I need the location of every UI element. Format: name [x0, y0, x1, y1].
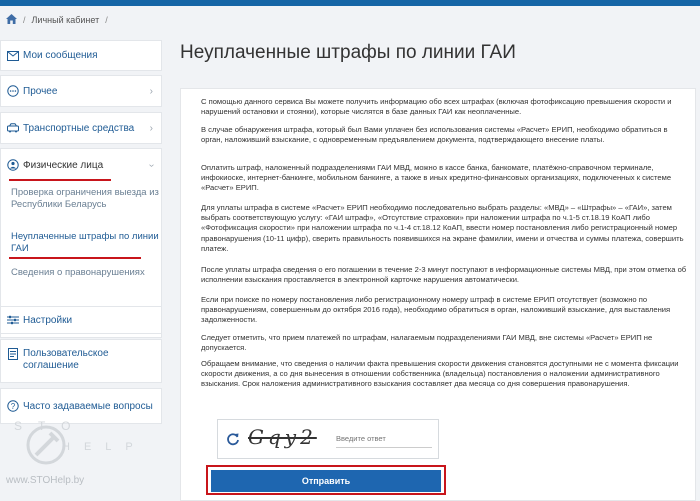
- sidebar-item-label: Пользовательское соглашение: [23, 348, 109, 371]
- info-paragraph: В случае обнаружения штрафа, который был Вами уплачен без использования системы «Расчет» ЕРИП, необходимо обратиться в орган, наложивший взыскание, с одновременным предъявлением документа, подтверждающего внесение платы.: [201, 125, 668, 145]
- captcha-image: Gqy2: [248, 425, 317, 449]
- info-paragraph: Если при поиске по номеру постановления либо регистрационному номеру штраф в системе ЕРИП отсутствует (возможно по правонарушениям, совершенным до октября 2016 года), необходимо обратиться в орган, наложивший взыскание, для выставления задолженности.: [201, 295, 671, 325]
- svg-text:?: ?: [10, 401, 16, 411]
- submit-highlight: [206, 465, 446, 495]
- sidebar-item-messages[interactable]: [0, 40, 162, 71]
- info-paragraph: Для уплаты штрафа в системе «Расчет» ЕРИП необходимо последовательно выбрать разделы: «МВД» – «Штрафы» – «ГАИ», затем выбрать соответствующую услугу: «ГАИ штраф», «Отсутствие страховки» при наложении штрафа по ч.1-5 ст.18.19 КоАП либо «Фотофиксация скорости» при наложении штрафа по ч.1-4 ст.18.12 КоАП, ввести номер постановления либо регистрационный номер правонарушения (10-11 цифр), сверить правильность появившихся на экране фамилии, имени и отчества и суммы платежа, совершить платеж.: [201, 203, 684, 253]
- info-paragraph: Обращаем внимание, что сведения о наличии факта превышения скорости движения становятся доступными не с момента фиксации скорости движения, а со дня вынесения в отношении собственника (владельца) постановления о наложении административного взыскания. Срок наложения административного взыскания составляет два месяца со дня совершения правонарушения.: [201, 359, 679, 389]
- captcha-answer-input[interactable]: [336, 430, 432, 448]
- ellipsis-icon: [7, 85, 19, 97]
- document-icon: [7, 348, 19, 360]
- page-title: Неуплаченные штрафы по линии ГАИ: [180, 42, 516, 63]
- sidebar-item-vehicles[interactable]: [0, 112, 162, 144]
- highlight-underline: [9, 179, 111, 181]
- breadcrumb-separator: /: [105, 15, 108, 25]
- refresh-icon[interactable]: [226, 432, 240, 449]
- sidebar-subitem-exit-restriction[interactable]: Проверка ограничения выезда из Республики Беларусь: [11, 187, 159, 210]
- watermark-brand: STO: [14, 419, 87, 433]
- info-paragraph: Следует отметить, что прием платежей по штрафам, налагаемым подразделениями ГАИ МВД, вне системы «Расчет» ЕРИП не допускается.: [201, 333, 653, 353]
- info-paragraph: Оплатить штраф, наложенный подразделениями ГАИ МВД, можно в кассе банка, банкомате, платёжно-справочном терминале, инфокиоске, интернет-банкинге, мобильном банкинге, а также в иных кредитно-финансовых организациях, подключенных к системе «Расчет» ЕРИП.: [201, 163, 672, 193]
- envelope-icon: [7, 50, 19, 62]
- watermark-url: www.STOHelp.by: [6, 475, 85, 486]
- breadcrumb-current[interactable]: Личный кабинет: [31, 15, 100, 25]
- submit-button[interactable]: Отправить: [211, 470, 441, 492]
- watermark: [4, 411, 168, 491]
- home-icon[interactable]: [6, 14, 17, 27]
- chevron-down-icon: ›: [145, 163, 157, 167]
- vehicle-icon: [7, 122, 19, 134]
- sidebar-item-label: Настройки: [23, 314, 73, 326]
- sidebar-subitem-unpaid-fines[interactable]: Неуплаченные штрафы по линии ГАИ: [11, 231, 159, 254]
- watermark-brand: HELP: [62, 441, 147, 453]
- person-icon: [7, 159, 19, 171]
- sidebar-item-label: Мои сообщения: [23, 50, 98, 61]
- sidebar-item-label: Часто задаваемые вопросы: [23, 400, 153, 412]
- highlight-underline: [9, 257, 141, 259]
- main-content: [172, 36, 700, 501]
- sidebar-item-label: Прочее: [23, 85, 58, 97]
- chevron-right-icon: ›: [149, 122, 153, 134]
- info-panel: [180, 88, 696, 501]
- sliders-icon: [7, 314, 19, 326]
- sidebar-item-label: Физические лица: [23, 159, 104, 171]
- sidebar-item-label: Транспортные средства: [23, 122, 135, 134]
- sidebar-item-individuals[interactable]: [1, 149, 161, 181]
- chevron-right-icon: ›: [149, 85, 153, 97]
- breadcrumb: [0, 6, 700, 34]
- info-paragraph: С помощью данного сервиса Вы можете получить информацию обо всех штрафах (включая фотофиксацию превышения скорости и нарушений остановки и стоянки), которые числятся в базе данных ГАИ как неоплаченные.: [201, 97, 672, 117]
- breadcrumb-separator: /: [23, 15, 26, 25]
- sidebar-subitem-offenses[interactable]: Сведения о правонарушениях: [11, 267, 145, 278]
- sidebar-item-agreement[interactable]: [0, 339, 162, 383]
- sidebar-item-other[interactable]: [0, 75, 162, 107]
- captcha-box: [217, 419, 439, 459]
- sidebar-item-settings[interactable]: [0, 306, 162, 334]
- info-paragraph: После уплаты штрафа сведения о его погашении в течение 2-3 минут поступают в информационные системы МВД, при этом отметка об исполнении взыскания проставляется в электронной карточке нарушения автоматически.: [201, 265, 687, 285]
